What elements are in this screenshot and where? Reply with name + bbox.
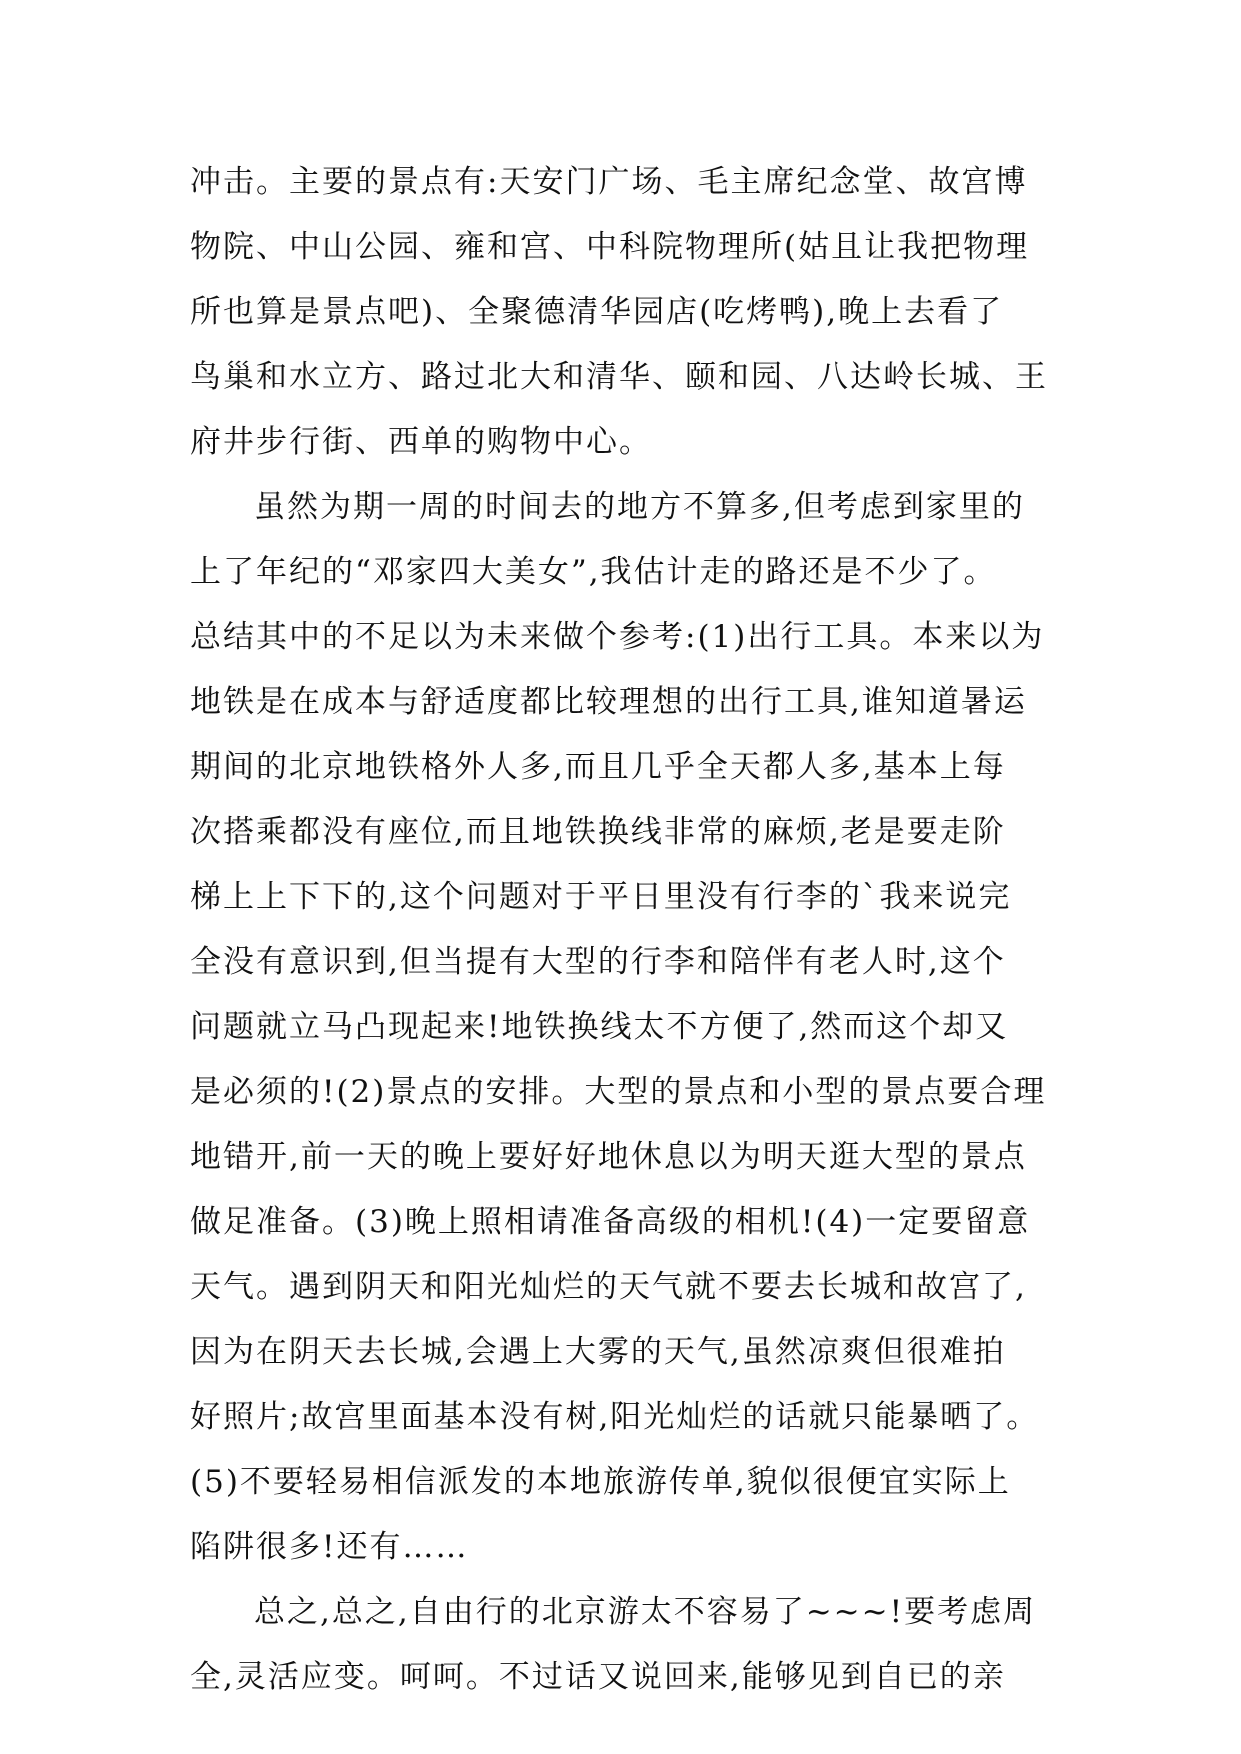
text-line: 好照片;故宫里面基本没有树,阳光灿烂的话就只能暴晒了。 [190, 1399, 1040, 1435]
text-line: 期间的北京地铁格外人多,而且几乎全天都人多,基本上每 [190, 749, 1006, 785]
text-line: 梯上上下下的,这个问题对于平日里没有行李的`我来说完 [190, 879, 1012, 915]
text-line: 次搭乘都没有座位,而且地铁换线非常的麻烦,老是要走阶 [190, 814, 1006, 850]
text-line: 做足准备。(3)晚上照相请准备高级的相机!(4)一定要留意 [190, 1204, 1031, 1240]
text-line: 问题就立马凸现起来!地铁换线太不方便了,然而这个却又 [190, 1009, 1009, 1045]
document-page [190, 150, 1052, 1710]
paragraph-2 [190, 475, 1052, 1580]
text-line: (5)不要轻易相信派发的本地旅游传单,貌似很便宜实际上 [190, 1464, 1011, 1500]
text-line: 是必须的!(2)景点的安排。大型的景点和小型的景点要合理 [190, 1074, 1047, 1110]
text-line: 虽然为期一周的时间去的地方不算多,但考虑到家里的 [254, 489, 1025, 525]
text-line: 物院、中山公园、雍和宫、中科院物理所(姑且让我把物理 [190, 229, 1030, 265]
text-line: 全,灵活应变。呵呵。不过话又说回来,能够见到自已的亲 [190, 1659, 1006, 1695]
text-line: 天气。遇到阴天和阳光灿烂的天气就不要去长城和故宫了, [190, 1269, 1027, 1305]
paragraph-3 [190, 1580, 1052, 1710]
text-line: 上了年纪的“邓家四大美女”,我估计走的路还是不少了。 [190, 554, 997, 590]
text-line: 地铁是在成本与舒适度都比较理想的出行工具,谁知道暑运 [190, 684, 1027, 720]
text-line: 所也算是景点吧)、全聚德清华园店(吃烤鸭),晚上去看了 [190, 294, 1004, 330]
paragraph-1 [190, 150, 1052, 475]
text-line: 府井步行街、西单的购物中心。 [190, 424, 652, 460]
text-line: 全没有意识到,但当提有大型的行李和陪伴有老人时,这个 [190, 944, 1006, 980]
text-line: 陷阱很多!还有…… [190, 1529, 469, 1565]
text-line: 鸟巢和水立方、路过北大和清华、颐和园、八达岭长城、王 [190, 359, 1048, 395]
text-line: 因为在阴天去长城,会遇上大雾的天气,虽然凉爽但很难拍 [190, 1334, 1006, 1370]
text-line: 总结其中的不足以为未来做个参考:(1)出行工具。本来以为 [190, 619, 1045, 655]
text-line: 地错开,前一天的晚上要好好地休息以为明天逛大型的景点 [190, 1139, 1027, 1175]
text-line: 冲击。主要的景点有:天安门广场、毛主席纪念堂、故宫博 [190, 164, 1028, 200]
text-line: 总之,总之,自由行的北京游太不容易了~~~!要考虑周 [254, 1594, 1037, 1630]
